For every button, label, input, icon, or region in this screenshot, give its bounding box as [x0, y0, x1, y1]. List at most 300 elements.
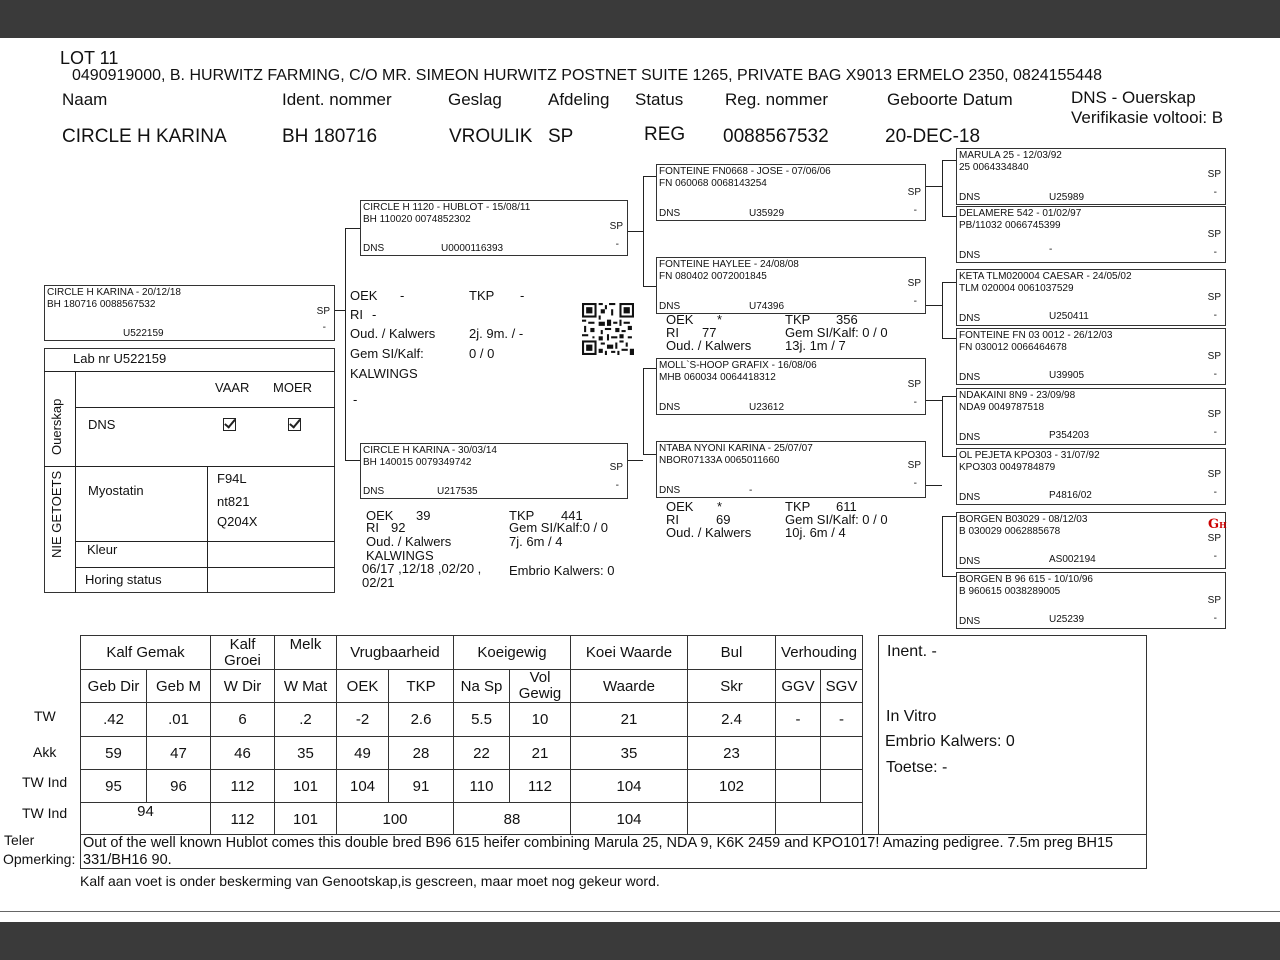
sire-dash: -: [615, 239, 619, 250]
nie-getoets-label: NIE GETOETS: [49, 470, 64, 558]
bottom-bar: [0, 922, 1280, 960]
gp-stat-oud-label: Oud. / Kalwers: [666, 338, 752, 353]
vaar-check-icon: [223, 418, 236, 431]
ebv-cell: 100: [337, 803, 454, 836]
footer-divider: [0, 911, 1280, 912]
connector-line: [643, 176, 657, 177]
ebv-cell: 94: [81, 803, 211, 836]
ebv-group-header: Koeigewig: [454, 636, 571, 670]
animal-naam: CIRCLE H KARINA: [62, 126, 227, 147]
sire-kalwings-value: -: [353, 392, 358, 407]
horing-label: Horing status: [85, 572, 162, 587]
grandparent-dns-value: U74396: [749, 301, 785, 312]
ebv-group-header: Vrugbaarheid: [337, 636, 454, 670]
connector-line: [628, 460, 643, 461]
ebv-cell: 10: [510, 703, 571, 737]
ebv-cell: 46: [211, 737, 275, 770]
connector-line: [942, 216, 956, 217]
divider: [44, 466, 335, 467]
ouerskap-label: Ouerskap: [49, 398, 64, 455]
lab-number: Lab nr U522159: [73, 351, 167, 366]
gp-stat-oek-value: *: [717, 499, 723, 514]
great-grandparent-box: [956, 388, 1226, 445]
breed-logo-icon: GH: [1208, 517, 1227, 532]
ggp-title: BORGEN B03029 - 08/12/03: [959, 514, 1088, 525]
connector-line: [942, 456, 956, 457]
sire-oek-value: -: [400, 288, 405, 303]
great-grandparent-box: [956, 572, 1226, 629]
gp-stat-ri-value: 69: [716, 512, 731, 527]
ebv-row-twind: [81, 770, 863, 803]
grandparent-title: MOLL`S-HOOP GRAFIX - 16/08/06: [659, 360, 817, 371]
gp-stat-gem: Gem SI/Kalf: 0 / 0: [785, 512, 888, 527]
ggp-title: MARULA 25 - 12/03/92: [959, 150, 1062, 161]
ggp-title: FONTEINE FN 03 0012 - 26/12/03: [959, 330, 1113, 341]
sire-gem-value: 0 / 0: [469, 346, 495, 361]
gp-stat-gem: Gem SI/Kalf: 0 / 0: [785, 325, 888, 340]
grandparent-dns-label: DNS: [659, 485, 681, 496]
dam-ri-value: 92: [391, 520, 406, 535]
gp-stat-oek-label: OEK: [666, 499, 694, 514]
ebv-cell: .01: [147, 703, 211, 737]
myostatin-f94l: F94L: [217, 471, 247, 486]
animal-pedigree-sp: SP: [316, 306, 330, 317]
ebv-sub-header: Na Sp: [454, 670, 510, 703]
footer-note: Kalf aan voet is onder beskerming van Genootskap,is gescreen, maar moet nog gekeur word.: [80, 873, 660, 889]
dam-oud-label: Oud. / Kalwers: [366, 534, 452, 549]
ebv-cell: 112: [510, 770, 571, 803]
sire-dns-value: U0000116393: [441, 243, 504, 254]
great-grandparent-box: [956, 206, 1226, 263]
ggp-sp: SP: [1207, 229, 1221, 240]
qr-code-icon: [582, 303, 634, 355]
remark-box: [80, 834, 1147, 869]
animal-reg: 0088567532: [723, 126, 829, 147]
ebv-sub-header: Geb M: [147, 670, 211, 703]
sire-ri-value: -: [372, 307, 377, 322]
grandparent-dns-value: U35929: [749, 208, 785, 219]
ebv-cell: 104: [571, 803, 688, 836]
toetse-label: Toetse: -: [886, 759, 948, 776]
row-label-akk: Akk: [33, 744, 57, 760]
dam-sp: SP: [609, 462, 623, 473]
sire-title: CIRCLE H 1120 - HUBLOT - 15/08/11: [363, 202, 531, 213]
ebv-cell: -: [821, 703, 863, 737]
grandparent-numbers: FN 060068 0068143254: [659, 178, 767, 189]
dam-numbers: BH 140015 0079349742: [363, 457, 472, 468]
header-status: Status: [635, 90, 684, 109]
gp-stat-oek-value: *: [717, 312, 723, 327]
dam-oud-value: 7j. 6m / 4: [509, 534, 563, 549]
ebv-group-header: Melk: [275, 636, 337, 670]
sire-oud-value: 2j. 9m. / -: [469, 326, 524, 341]
grandparent-box: [656, 164, 926, 221]
grandparent-title: FONTEINE HAYLEE - 24/08/08: [659, 259, 799, 270]
ggp-dns-label: DNS: [959, 372, 981, 383]
connector-line: [942, 160, 943, 216]
ebv-table: [80, 635, 863, 836]
connector-line: [345, 228, 346, 460]
sire-ri-label: RI: [350, 307, 363, 322]
ggp-title: NDAKAINI 8N9 - 23/09/98: [959, 390, 1076, 401]
connector-line: [345, 460, 361, 461]
dam-dns-value: U217535: [437, 486, 478, 497]
animal-pedigree-dns: U522159: [123, 328, 164, 339]
remark-text: Out of the well known Hublot comes this double bred B96 615 heifer combining Marula 25, NDA 9, K6K 2459 and KPO1017! Amazing pedigree. 7.5m preg BH15 331/BH16 90.: [83, 835, 1114, 868]
header-naam: Naam: [62, 90, 108, 109]
ggp-title: KETA TLM020004 CAESAR - 24/05/02: [959, 271, 1132, 282]
ggp-numbers: TLM 020004 0061037529: [959, 283, 1074, 294]
connector-line: [926, 186, 942, 187]
ebv-row-tw: [81, 703, 863, 737]
animal-pedigree-box: [44, 285, 335, 341]
ebv-cell: 22: [454, 737, 510, 770]
gp-stat-oud-label: Oud. / Kalwers: [666, 525, 752, 540]
ggp-dns-value: P4816/02: [1049, 490, 1092, 501]
dam-gem: Gem SI/Kalf:0 / 0: [509, 520, 608, 535]
ggp-dns-label: DNS: [959, 492, 981, 503]
grandparent-title: FONTEINE FN0668 - JOSE - 07/06/06: [659, 166, 831, 177]
gp-stat-oud-value: 13j. 1m / 7: [785, 338, 846, 353]
gp-stat-tkp-value: 611: [836, 499, 857, 514]
ebv-cell: [776, 770, 821, 803]
ebv-cell: 28: [389, 737, 454, 770]
sire-gem-label: Gem SI/Kalf:: [350, 346, 424, 361]
connector-line: [942, 160, 956, 161]
sire-sp: SP: [609, 221, 623, 232]
header-geboorte: Geboorte Datum: [887, 90, 1013, 109]
gp-stat-tkp-label: TKP: [785, 312, 811, 327]
row-label-tw: TW: [34, 708, 56, 724]
ebv-sub-header: Waarde: [571, 670, 688, 703]
divider: [207, 466, 208, 593]
ebv-cell: 47: [147, 737, 211, 770]
animal-pedigree-numbers: BH 180716 0088567532: [47, 299, 156, 310]
great-grandparent-box: [956, 512, 1226, 569]
ggp-dash: -: [1213, 487, 1217, 498]
ggp-dash: -: [1213, 369, 1217, 380]
ggp-dash: -: [1213, 551, 1217, 562]
ebv-sub-header: Skr: [688, 670, 776, 703]
ebv-cell: [776, 737, 821, 770]
ggp-numbers: KPO303 0049784879: [959, 462, 1056, 473]
gp-stat-oud-value: 10j. 6m / 4: [785, 525, 846, 540]
ggp-dns-value: P354203: [1049, 430, 1090, 441]
owner-line: 0490919000, B. HURWITZ FARMING, C/O MR. SIMEON HURWITZ POSTNET SUITE 1265, PRIVATE BAG X9013 ERMELO 2350, 0824155448: [72, 67, 1102, 84]
connector-line: [942, 516, 943, 576]
grandparent-sp: SP: [907, 278, 921, 289]
moer-label: MOER: [273, 380, 312, 395]
grandparent-numbers: MHB 060034 0064418312: [659, 372, 776, 383]
animal-ident: BH 180716: [282, 126, 378, 147]
grandparent-numbers: FN 080402 0072001845: [659, 271, 767, 282]
grandparent-dns-value: -: [749, 485, 753, 496]
sire-kalwings-label: KALWINGS: [350, 366, 418, 381]
row-label-tw-ind: TW Ind: [22, 774, 68, 790]
ggp-dns-value: -: [1049, 244, 1053, 255]
connector-line: [926, 305, 942, 306]
ebv-group-header: Verhouding: [776, 636, 863, 670]
great-grandparent-box: [956, 448, 1226, 505]
dns-test-label: DNS: [88, 417, 116, 432]
grandparent-sp: SP: [907, 187, 921, 198]
ebv-cell: [776, 803, 863, 836]
connector-line: [628, 231, 643, 232]
dam-ri-label: RI: [366, 520, 379, 535]
ebv-cell: 23: [688, 737, 776, 770]
great-grandparent-box: [956, 269, 1226, 326]
grandparent-dns-label: DNS: [659, 301, 681, 312]
myostatin-q204x: Q204X: [217, 514, 258, 529]
divider: [75, 567, 335, 568]
ggp-numbers: NDA9 0049787518: [959, 402, 1045, 413]
sire-dns-label: DNS: [363, 243, 385, 254]
dam-kalwings-label: KALWINGS: [366, 548, 434, 563]
ebv-cell: 101: [275, 803, 337, 836]
top-bar: [0, 0, 1280, 38]
ebv-group-header: Kalf Groei: [211, 636, 275, 670]
grandparent-sp: SP: [907, 460, 921, 471]
gp-stat-ri-label: RI: [666, 512, 679, 527]
dam-tkp-value: 441: [561, 508, 583, 523]
connector-line: [643, 368, 644, 454]
grandparent-sp: SP: [907, 379, 921, 390]
ggp-dns-label: DNS: [959, 432, 981, 443]
ebv-cell: 21: [510, 737, 571, 770]
grandparent-dns-label: DNS: [659, 402, 681, 413]
ebv-group-header: Bul: [688, 636, 776, 670]
ggp-dns-value: U250411: [1049, 311, 1089, 322]
ebv-cell: 96: [147, 770, 211, 803]
ebv-sub-header: OEK: [337, 670, 389, 703]
animal-pedigree-title: CIRCLE H KARINA - 20/12/18: [47, 287, 181, 298]
connector-line: [643, 368, 657, 369]
divider: [44, 371, 335, 372]
ggp-sp: SP: [1207, 169, 1221, 180]
teler-label: Teler: [4, 832, 35, 848]
sire-oud-label: Oud. / Kalwers: [350, 326, 436, 341]
moer-check-icon: [288, 418, 301, 431]
grandparent-numbers: NBOR07133A 0065011660: [659, 455, 780, 466]
ggp-numbers: FN 030012 0066464678: [959, 342, 1067, 353]
ggp-dns-label: DNS: [959, 313, 981, 324]
connector-line: [643, 286, 657, 287]
ggp-dns-label: DNS: [959, 616, 981, 627]
grandparent-box: [656, 257, 926, 314]
ebv-row-akk: [81, 737, 863, 770]
ebv-sub-header: SGV: [821, 670, 863, 703]
ggp-dns-value: U39905: [1049, 370, 1085, 381]
ebv-sub-header: Vol Gewig: [510, 670, 571, 703]
ebv-group-header: Koei Waarde: [571, 636, 688, 670]
ggp-numbers: B 960615 0038289005: [959, 586, 1061, 597]
ebv-sub-header: W Dir: [211, 670, 275, 703]
ggp-sp: SP: [1207, 351, 1221, 362]
grandparent-dash: -: [913, 296, 917, 307]
in-vitro-label: In Vitro: [886, 708, 937, 725]
embrio-kalwers-label: Embrio Kalwers: 0: [885, 733, 1015, 750]
connector-line: [335, 310, 345, 311]
ebv-cell: 91: [389, 770, 454, 803]
grandparent-box: [656, 441, 926, 498]
ebv-cell: [821, 770, 863, 803]
ebv-cell: 5.5: [454, 703, 510, 737]
dam-oek-label: OEK: [366, 508, 394, 523]
dam-kalwings-dates-2: 02/21: [362, 575, 395, 590]
ebv-cell: 2.4: [688, 703, 776, 737]
animal-geslag: VROULIK: [449, 126, 533, 147]
ebv-cell: 95: [81, 770, 147, 803]
connector-line: [345, 228, 361, 229]
ebv-sub-header: GGV: [776, 670, 821, 703]
ggp-dash: -: [1213, 427, 1217, 438]
ebv-cell: 6: [211, 703, 275, 737]
ebv-cell: [688, 803, 776, 836]
ebv-cell: 35: [275, 737, 337, 770]
row-label-tw-ind-2: TW Ind: [22, 805, 68, 821]
grandparent-title: NTABA NYONI KARINA - 25/07/07: [659, 443, 813, 454]
ebv-cell: -: [776, 703, 821, 737]
ebv-cell: 104: [571, 770, 688, 803]
ggp-sp: SP: [1207, 292, 1221, 303]
sire-numbers: BH 110020 0074852302: [363, 214, 471, 225]
ggp-title: DELAMERE 542 - 01/02/97: [959, 208, 1082, 219]
header-ident: Ident. nommer: [282, 90, 392, 109]
sire-tkp-label: TKP: [469, 288, 495, 303]
connector-line: [942, 576, 956, 577]
gp-stat-tkp-value: 356: [836, 312, 858, 327]
ebv-cell: 102: [688, 770, 776, 803]
dam-oek-value: 39: [416, 508, 431, 523]
ggp-dash: -: [1213, 187, 1217, 198]
gp-stat-oek-label: OEK: [666, 312, 694, 327]
ggp-numbers: B 030029 0062885678: [959, 526, 1061, 537]
ebv-group-header: Kalf Gemak: [81, 636, 211, 670]
header-afdeling: Afdeling: [548, 90, 610, 109]
ggp-dns-label: DNS: [959, 250, 981, 261]
ggp-numbers: 25 0064334840: [959, 162, 1029, 173]
sire-box: [360, 200, 628, 256]
dam-embrio: Embrio Kalwers: 0: [509, 563, 615, 578]
ebv-cell: 101: [275, 770, 337, 803]
dam-kalwings-dates: 06/17 ,12/18 ,02/20 ,: [362, 561, 482, 576]
ebv-cell: .42: [81, 703, 147, 737]
great-grandparent-box: [956, 148, 1226, 205]
opmerking-label: Opmerking:: [3, 851, 76, 867]
vaar-label: VAAR: [215, 380, 250, 395]
sire-tkp-value: -: [520, 288, 525, 303]
connector-line: [942, 282, 943, 338]
animal-status: REG: [644, 124, 686, 145]
ebv-cell: 2.6: [389, 703, 454, 737]
header-dns: DNS - Ouerskap: [1071, 88, 1196, 107]
ggp-numbers: PB/11032 0066745399: [959, 220, 1061, 231]
ebv-sub-header: W Mat: [275, 670, 337, 703]
grandparent-box: [656, 358, 926, 415]
ggp-dns-value: AS002194: [1049, 554, 1096, 565]
gp-stat-ri-value: 77: [702, 325, 717, 340]
inent-label: Inent. -: [887, 643, 937, 660]
connector-line: [643, 176, 644, 286]
myostatin-nt821: nt821: [217, 494, 250, 509]
ggp-dash: -: [1213, 613, 1217, 624]
connector-line: [643, 454, 657, 455]
ggp-sp: SP: [1207, 595, 1221, 606]
dam-box: [360, 443, 628, 499]
lot-number: LOT 11: [60, 48, 119, 68]
divider: [75, 371, 76, 593]
myostatin-label: Myostatin: [88, 483, 144, 498]
ggp-sp: SP: [1207, 409, 1221, 420]
ggp-dash: -: [1213, 310, 1217, 321]
grandparent-dash: -: [913, 205, 917, 216]
ebv-sub-header: Geb Dir: [81, 670, 147, 703]
ebv-cell: 112: [211, 803, 275, 836]
sire-oek-label: OEK: [350, 288, 378, 303]
ggp-dns-value: U25989: [1049, 192, 1085, 203]
ggp-title: OL PEJETA KPO303 - 31/07/92: [959, 450, 1100, 461]
ggp-dash: -: [1213, 247, 1217, 258]
connector-line: [926, 400, 942, 401]
ggp-dns-value: U25239: [1049, 614, 1085, 625]
gp-stat-ri-label: RI: [666, 325, 679, 340]
divider: [75, 407, 335, 408]
ebv-cell: 35: [571, 737, 688, 770]
header-reg: Reg. nommer: [725, 90, 828, 109]
connector-line: [942, 516, 956, 517]
ebv-cell: [821, 737, 863, 770]
ebv-cell: 59: [81, 737, 147, 770]
animal-geboorte: 20-DEC-18: [885, 126, 981, 147]
connector-line: [942, 282, 956, 283]
ggp-dns-label: DNS: [959, 556, 981, 567]
ebv-cell: 49: [337, 737, 389, 770]
dam-dash: -: [615, 480, 619, 491]
ebv-cell: .2: [275, 703, 337, 737]
connector-line: [942, 338, 956, 339]
animal-pedigree-dash: -: [322, 322, 326, 333]
header-verifikasie: Verifikasie voltooi: B: [1071, 108, 1224, 127]
ebv-cell: 110: [454, 770, 510, 803]
grandparent-dns-value: U23612: [749, 402, 785, 413]
ebv-cell: -2: [337, 703, 389, 737]
grandparent-dash: -: [913, 478, 917, 489]
header-geslag: Geslag: [448, 90, 502, 109]
grandparent-dns-label: DNS: [659, 208, 681, 219]
ggp-sp: SP: [1207, 533, 1221, 544]
connector-line: [942, 396, 956, 397]
ebv-cell: 112: [211, 770, 275, 803]
connector-line: [942, 396, 943, 456]
connector-line: [926, 485, 942, 486]
animal-afdeling: SP: [548, 126, 574, 147]
dam-dns-label: DNS: [363, 486, 385, 497]
great-grandparent-box: [956, 328, 1226, 385]
ebv-row-twind-grouped: [81, 803, 863, 836]
dam-tkp-label: TKP: [509, 508, 535, 523]
dam-title: CIRCLE H KARINA - 30/03/14: [363, 445, 497, 456]
ebv-sub-header: TKP: [389, 670, 454, 703]
ggp-title: BORGEN B 96 615 - 10/10/96: [959, 574, 1093, 585]
ebv-cell: 88: [454, 803, 571, 836]
ebv-cell: 104: [337, 770, 389, 803]
grandparent-dash: -: [913, 397, 917, 408]
kleur-label: Kleur: [87, 542, 118, 557]
gp-stat-tkp-label: TKP: [785, 499, 811, 514]
ggp-dns-label: DNS: [959, 192, 981, 203]
ggp-sp: SP: [1207, 469, 1221, 480]
ebv-cell: 21: [571, 703, 688, 737]
